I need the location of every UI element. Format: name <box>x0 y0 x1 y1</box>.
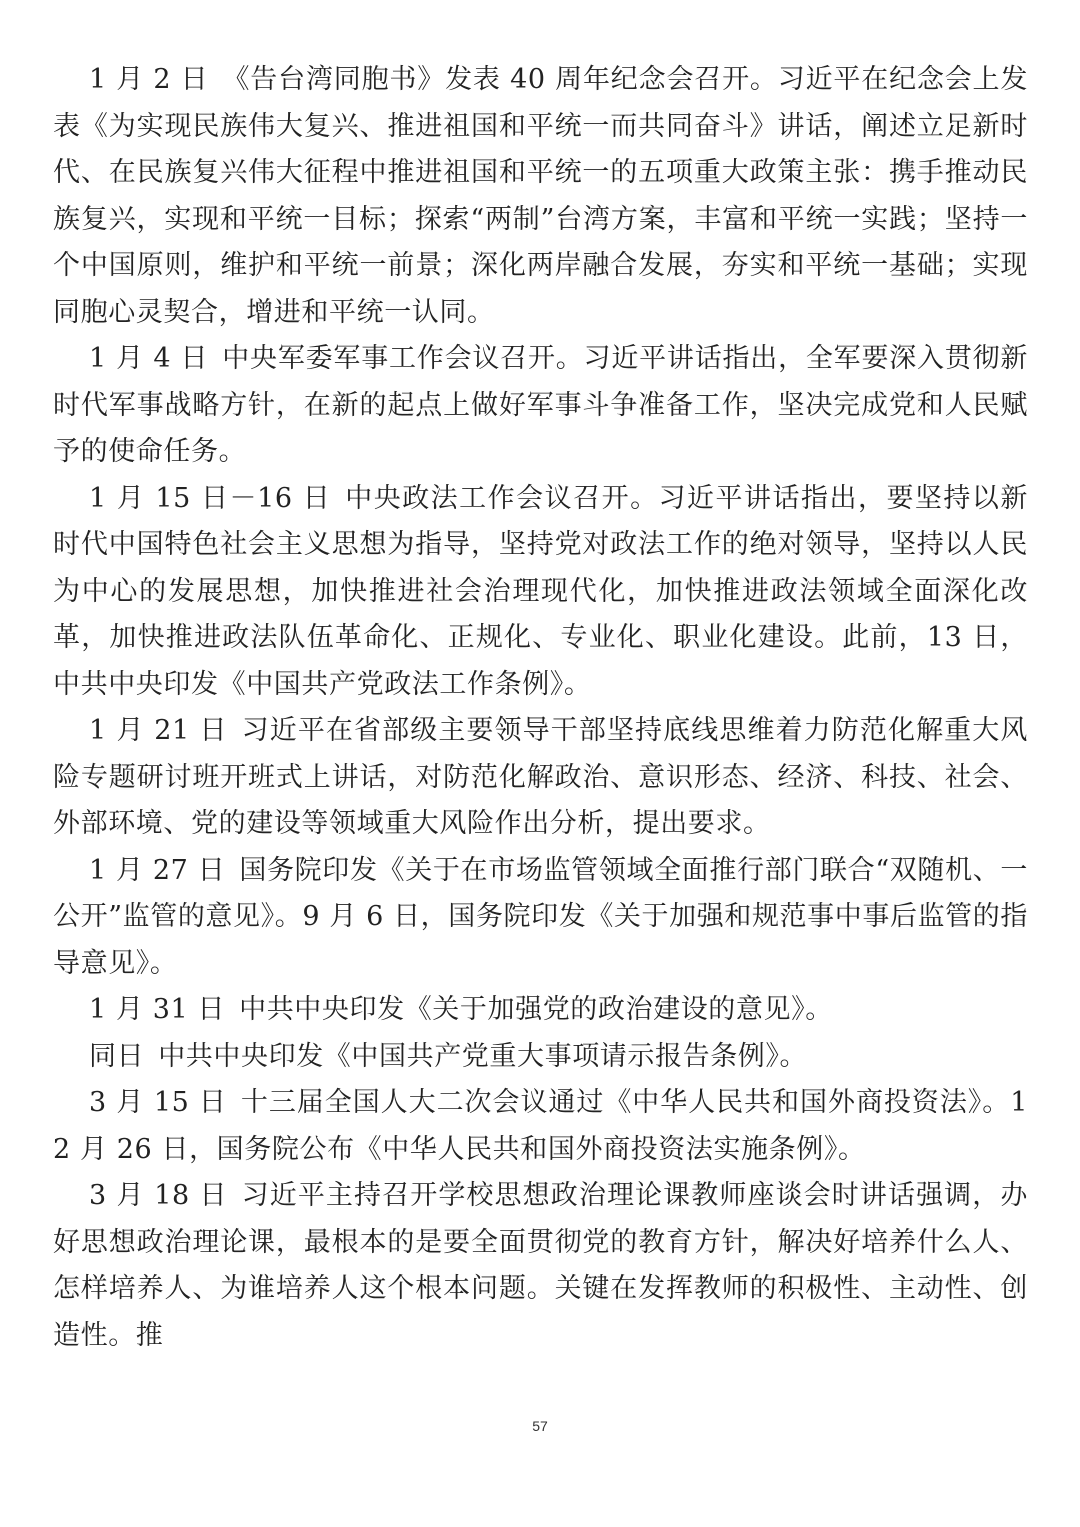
entry-date: 1 月 2 日 <box>89 64 209 95</box>
entry-jan-4 <box>53 336 1028 476</box>
entry-date: 同日 <box>89 1040 145 1072</box>
entry-text: 习近平在省部级主要领导干部坚持底线思维着力防范化解重大风险专题研讨班开班式上讲话，对防范化解政治、意识形态、经济、科技、社会、外部环境、党的建设等领域重大风险作出分析，提出要求。 <box>53 715 1028 839</box>
entry-jan-21 <box>53 708 1028 848</box>
entry-date: 1 月 4 日 <box>89 343 209 374</box>
entry-text: 十三届全国人大二次会议通过《中华人民共和国外商投资法》。12 月 26 日，国务院公布《中华人民共和国外商投资法实施条例》。 <box>53 1087 1028 1165</box>
page-number: 57 <box>532 1418 548 1434</box>
entry-date: 3 月 15 日 <box>89 1087 227 1118</box>
entry-text: 中共中央印发《关于加强党的政治建设的意见》。 <box>239 994 833 1025</box>
entry-text: 国务院印发《关于在市场监管领域全面推行部门联合“双随机、一公开”监管的意见》。9 月 6 日，国务院印发《关于加强和规范事中事后监管的指导意见》。 <box>53 854 1028 979</box>
entry-jan-27 <box>53 848 1028 988</box>
chronology-body <box>53 57 1028 1359</box>
entry-text: 中央政法工作会议召开。习近平讲话指出，要坚持以新时代中国特色社会主义思想为指导，坚持党对政法工作的绝对领导，坚持以人民为中心的发展思想，加快推进社会治理现代化，加快推进政法领域全面深化改革，加快推进政法队伍革命化、正规化、专业化、职业化建设。此前，13 日，中共中央印发《中国共产党政法工作条例》。 <box>53 482 1028 700</box>
entry-date: 1 月 31 日 <box>89 994 226 1025</box>
entry-same-day <box>53 1034 1028 1081</box>
entry-date: 1 月 27 日 <box>89 854 226 886</box>
entry-text: 《告台湾同胞书》发表 40 周年纪念会召开。习近平在纪念会上发表《为实现民族伟大复兴、推进祖国和平统一而共同奋斗》讲话，阐述立足新时代、在民族复兴伟大征程中推进祖国和平统一的五项重大政策主张：携手推动民族复兴，实现和平统一目标；探索“两制”台湾方案，丰富和平统一实践；坚持一个中国原则，维护和平统一前景；深化两岸融合发展，夯实和平统一基础；实现同胞心灵契合，增进和平统一认同。 <box>53 64 1028 328</box>
entry-date: 1 月 15 日－16 日 <box>89 482 332 514</box>
entry-mar-18 <box>53 1173 1028 1359</box>
entry-date: 3 月 18 日 <box>89 1180 228 1211</box>
entry-jan-15-16 <box>53 476 1028 709</box>
entry-date: 1 月 21 日 <box>89 715 228 746</box>
entry-text: 中央军委军事工作会议召开。习近平讲话指出，全军要深入贯彻新时代军事战略方针，在新的起点上做好军事斗争准备工作，坚决完成党和人民赋予的使命任务。 <box>53 343 1028 467</box>
entry-jan-31 <box>53 987 1028 1034</box>
entry-text: 习近平主持召开学校思想政治理论课教师座谈会时讲话强调，办好思想政治理论课，最根本的是要全面贯彻党的教育方针，解决好培养什么人、怎样培养人、为谁培养人这个根本问题。关键在发挥教师的积极性、主动性、创造性。推 <box>53 1180 1028 1351</box>
entry-jan-2 <box>53 57 1028 336</box>
entry-text: 中共中央印发《中国共产党重大事项请示报告条例》。 <box>158 1040 808 1072</box>
entry-mar-15 <box>53 1080 1028 1173</box>
